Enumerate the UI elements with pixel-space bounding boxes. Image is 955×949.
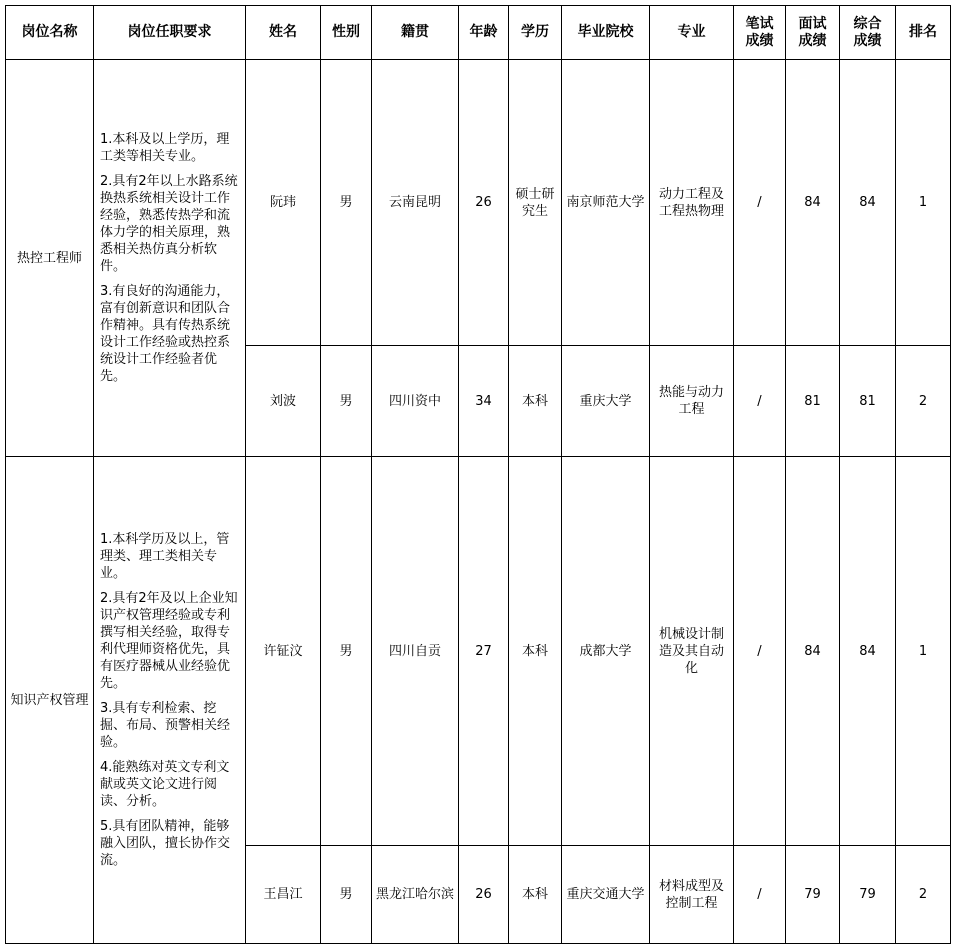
rank-cell: 2 <box>896 346 951 457</box>
header-written-score <box>734 6 786 60</box>
written-score-cell: / <box>734 457 786 846</box>
table-row <box>6 60 951 346</box>
hometown-cell: 黑龙江哈尔滨 <box>372 846 459 944</box>
education-cell: 本科 <box>509 457 562 846</box>
rank-cell: 1 <box>896 457 951 846</box>
results-table <box>5 5 951 944</box>
hometown-cell: 四川自贡 <box>372 457 459 846</box>
gender-cell: 男 <box>321 846 372 944</box>
school-cell: 成都大学 <box>562 457 650 846</box>
education-cell: 本科 <box>509 346 562 457</box>
requirement-item: 2.具有2年及以上企业知识产权管理经验或专利撰写相关经验，取得专利代理师资格优先，具有医疗器械从业经验优先。 <box>100 591 238 691</box>
header-requirements: 岗位任职要求 <box>94 6 246 60</box>
gender-cell: 男 <box>321 346 372 457</box>
header-position: 岗位名称 <box>6 6 94 60</box>
header-total-score <box>840 6 896 60</box>
age-cell: 26 <box>459 846 509 944</box>
header-interview-score <box>786 6 840 60</box>
gender-cell: 男 <box>321 457 372 846</box>
total-score-cell: 81 <box>840 346 896 457</box>
header-gender: 性别 <box>321 6 372 60</box>
hometown-cell: 四川资中 <box>372 346 459 457</box>
header-age: 年龄 <box>459 6 509 60</box>
position-cell: 知识产权管理 <box>6 457 94 944</box>
major-cell: 机械设计制造及其自动化 <box>650 457 734 846</box>
header-total-line1: 综合 <box>853 15 882 32</box>
school-cell: 重庆交通大学 <box>562 846 650 944</box>
requirement-item: 2.具有2年以上水路系统换热系统相关设计工作经验，熟悉传热学和流体力学的相关原理，熟悉相关热仿真分析软件。 <box>100 174 238 274</box>
written-score-cell: / <box>734 60 786 346</box>
header-rank: 排名 <box>896 6 951 60</box>
header-written-line1: 笔试 <box>745 15 774 32</box>
age-cell: 27 <box>459 457 509 846</box>
requirement-item: 1.本科学历及以上，管理类、理工类相关专业。 <box>100 532 230 581</box>
header-name: 姓名 <box>246 6 321 60</box>
name-cell: 刘波 <box>246 346 321 457</box>
header-row <box>6 6 951 60</box>
requirement-item: 5.具有团队精神，能够融入团队，擅长协作交流。 <box>100 819 231 868</box>
header-hometown: 籍贯 <box>372 6 459 60</box>
age-cell: 34 <box>459 346 509 457</box>
header-major: 专业 <box>650 6 734 60</box>
header-school: 毕业院校 <box>562 6 650 60</box>
education-cell: 硕士研究生 <box>509 60 562 346</box>
total-score-cell: 84 <box>840 60 896 346</box>
gender-cell: 男 <box>321 60 372 346</box>
name-cell: 阮玮 <box>246 60 321 346</box>
requirement-item: 3.有良好的沟通能力，富有创新意识和团队合作精神。具有传热系统设计工作经验或热控系统设计工作经验者优先。 <box>100 284 231 384</box>
written-score-cell: / <box>734 346 786 457</box>
hometown-cell: 云南昆明 <box>372 60 459 346</box>
requirement-item: 4.能熟练对英文专利文献或英文论文进行阅读、分析。 <box>100 760 230 809</box>
requirement-item: 1.本科及以上学历，理工类等相关专业。 <box>100 132 230 164</box>
position-cell: 热控工程师 <box>6 60 94 457</box>
header-written-line2: 成绩 <box>745 32 774 49</box>
header-interview-line2: 成绩 <box>798 32 827 49</box>
major-cell: 热能与动力工程 <box>650 346 734 457</box>
interview-score-cell: 79 <box>786 846 840 944</box>
header-interview-line1: 面试 <box>798 15 827 32</box>
age-cell: 26 <box>459 60 509 346</box>
interview-score-cell: 81 <box>786 346 840 457</box>
major-cell: 材料成型及控制工程 <box>650 846 734 944</box>
total-score-cell: 79 <box>840 846 896 944</box>
rank-cell: 2 <box>896 846 951 944</box>
requirements-cell <box>94 457 246 944</box>
table-row <box>6 457 951 846</box>
school-cell: 南京师范大学 <box>562 60 650 346</box>
name-cell: 王昌江 <box>246 846 321 944</box>
school-cell: 重庆大学 <box>562 346 650 457</box>
written-score-cell: / <box>734 846 786 944</box>
major-cell: 动力工程及工程热物理 <box>650 60 734 346</box>
name-cell: 许钲汶 <box>246 457 321 846</box>
total-score-cell: 84 <box>840 457 896 846</box>
header-education: 学历 <box>509 6 562 60</box>
interview-score-cell: 84 <box>786 60 840 346</box>
header-total-line2: 成绩 <box>853 32 882 49</box>
education-cell: 本科 <box>509 846 562 944</box>
requirements-cell <box>94 60 246 457</box>
rank-cell: 1 <box>896 60 951 346</box>
requirement-item: 3.具有专利检索、挖掘、布局、预警相关经验。 <box>100 701 231 750</box>
interview-score-cell: 84 <box>786 457 840 846</box>
